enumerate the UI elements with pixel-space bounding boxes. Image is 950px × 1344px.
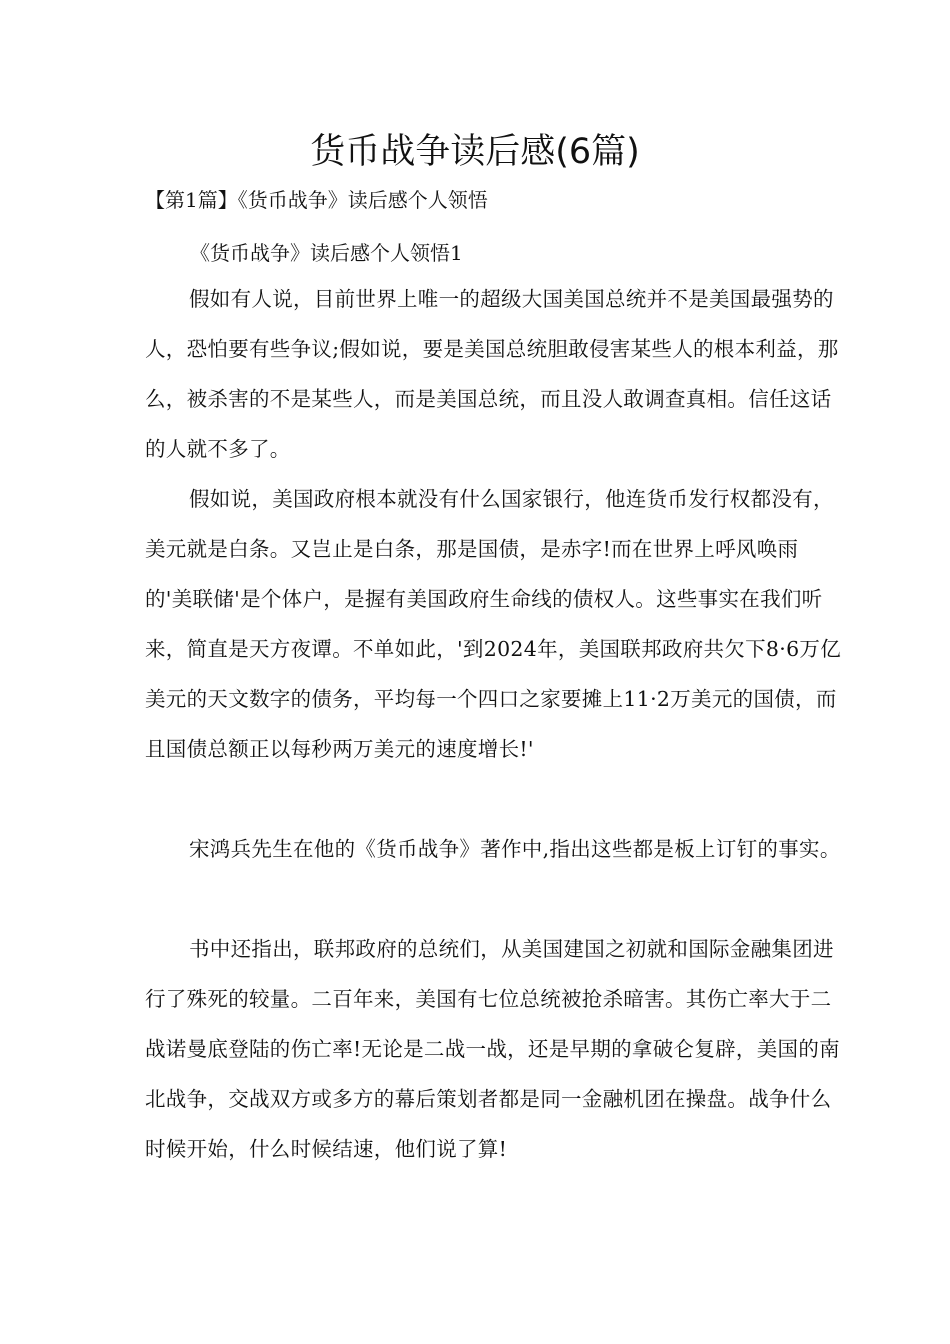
article-subtitle: 《货币战争》读后感个人领悟1 xyxy=(190,241,463,265)
section-heading: 【第1篇】《货币战争》读后感个人领悟 xyxy=(145,188,488,212)
body-paragraph: 宋鸿兵先生在他的《货币战争》著作中,指出这些都是板上订钉的事实。 xyxy=(189,837,841,861)
body-paragraph: 假如说，美国政府根本就没有什么国家银行，他连货币发行权都没有，美元就是白条。又岂止是白条，那是国债，是赤字!而在世界上呼风唤雨的'美联储'是个体户，是握有美国政府生命线的债权人。这些事实在我们听来，简直是天方夜谭。不单如此，'到2024年，美国联邦政府共欠下8·6万亿美元的天文数字的债务，平均每一个四口之家要摊上11·2万美元的国债，而且国债总额正以每秒两万美元的速度增长!' xyxy=(145,487,842,761)
body-paragraph: 假如有人说，目前世界上唯一的超级大国美国总统并不是美国最强势的人，恐怕要有些争议;假如说，要是美国总统胆敢侵害某些人的根本利益，那么，被杀害的不是某些人，而是美国总统，而且没人敢调查真相。信任这话的人就不多了。 xyxy=(145,287,839,461)
document-title: 货币战争读后感(6篇) xyxy=(310,132,640,172)
body-paragraph: 书中还指出，联邦政府的总统们，从美国建国之初就和国际金融集团进行了殊死的较量。二百年来，美国有七位总统被抢杀暗害。其伤亡率大于二战诺曼底登陆的伤亡率!无论是二战一战，还是早期的拿破仑复辟，美国的南北战争，交战双方或多方的幕后策划者都是同一金融机团在操盘。战争什么时候开始，什么时候结速，他们说了算! xyxy=(145,937,840,1161)
